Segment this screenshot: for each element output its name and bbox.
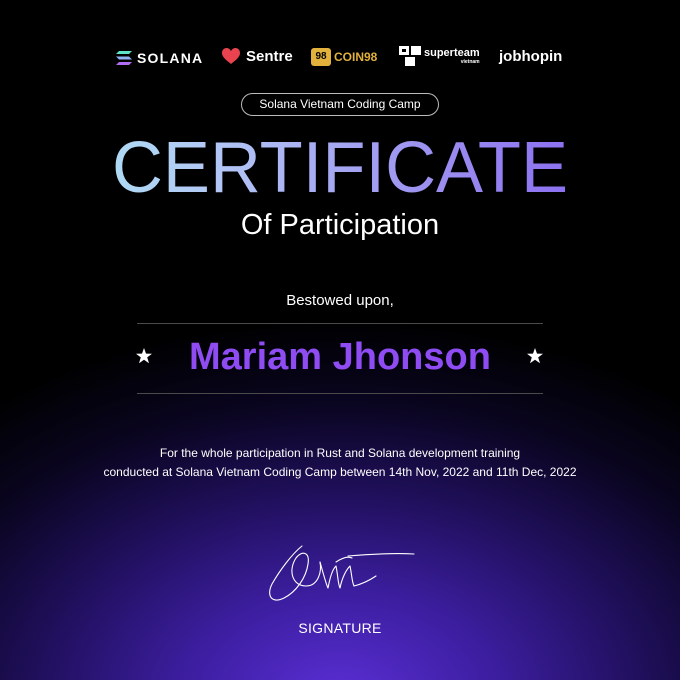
superteam-logo (399, 46, 480, 66)
coin98-logo (311, 48, 377, 66)
sentre-wordmark: Sentre (246, 48, 293, 65)
name-top-divider (137, 323, 543, 324)
superteam-icon (399, 46, 421, 66)
coin98-wordmark: COIN98 (334, 50, 378, 64)
description-line-1: For the whole participation in Rust and Solana development training (159, 446, 521, 460)
solana-wordmark: SOLANA (137, 50, 204, 66)
superteam-subtitle: vietnam (460, 58, 480, 65)
solana-icon (116, 51, 132, 65)
handwritten-signature (262, 532, 422, 608)
star-icon (527, 348, 543, 364)
sentre-logo (222, 48, 293, 65)
participation-description (0, 444, 680, 482)
description-line-2: conducted at Solana Vietnam Coding Camp between 14th Nov, 2022 and 11th Dec, 2022 (103, 465, 577, 479)
certificate-title: CERTIFICATE (7, 128, 673, 208)
coin98-mark: 98 (311, 48, 331, 66)
bestowed-text: Bestowed upon, (286, 292, 394, 309)
jobhopin-logo (499, 48, 562, 65)
signature-label: SIGNATURE (298, 620, 382, 636)
event-pill: Solana Vietnam Coding Camp (241, 93, 439, 116)
jobhopin-wordmark: jobhopin (499, 48, 563, 65)
solana-logo (116, 50, 203, 66)
recipient-name: Mariam Jhonson (189, 336, 491, 378)
certificate-subtitle: Of Participation (240, 209, 440, 241)
name-bottom-divider (137, 393, 543, 394)
superteam-wordmark: superteam (424, 46, 480, 59)
sponsor-bar (0, 44, 680, 72)
heart-icon (222, 48, 240, 65)
